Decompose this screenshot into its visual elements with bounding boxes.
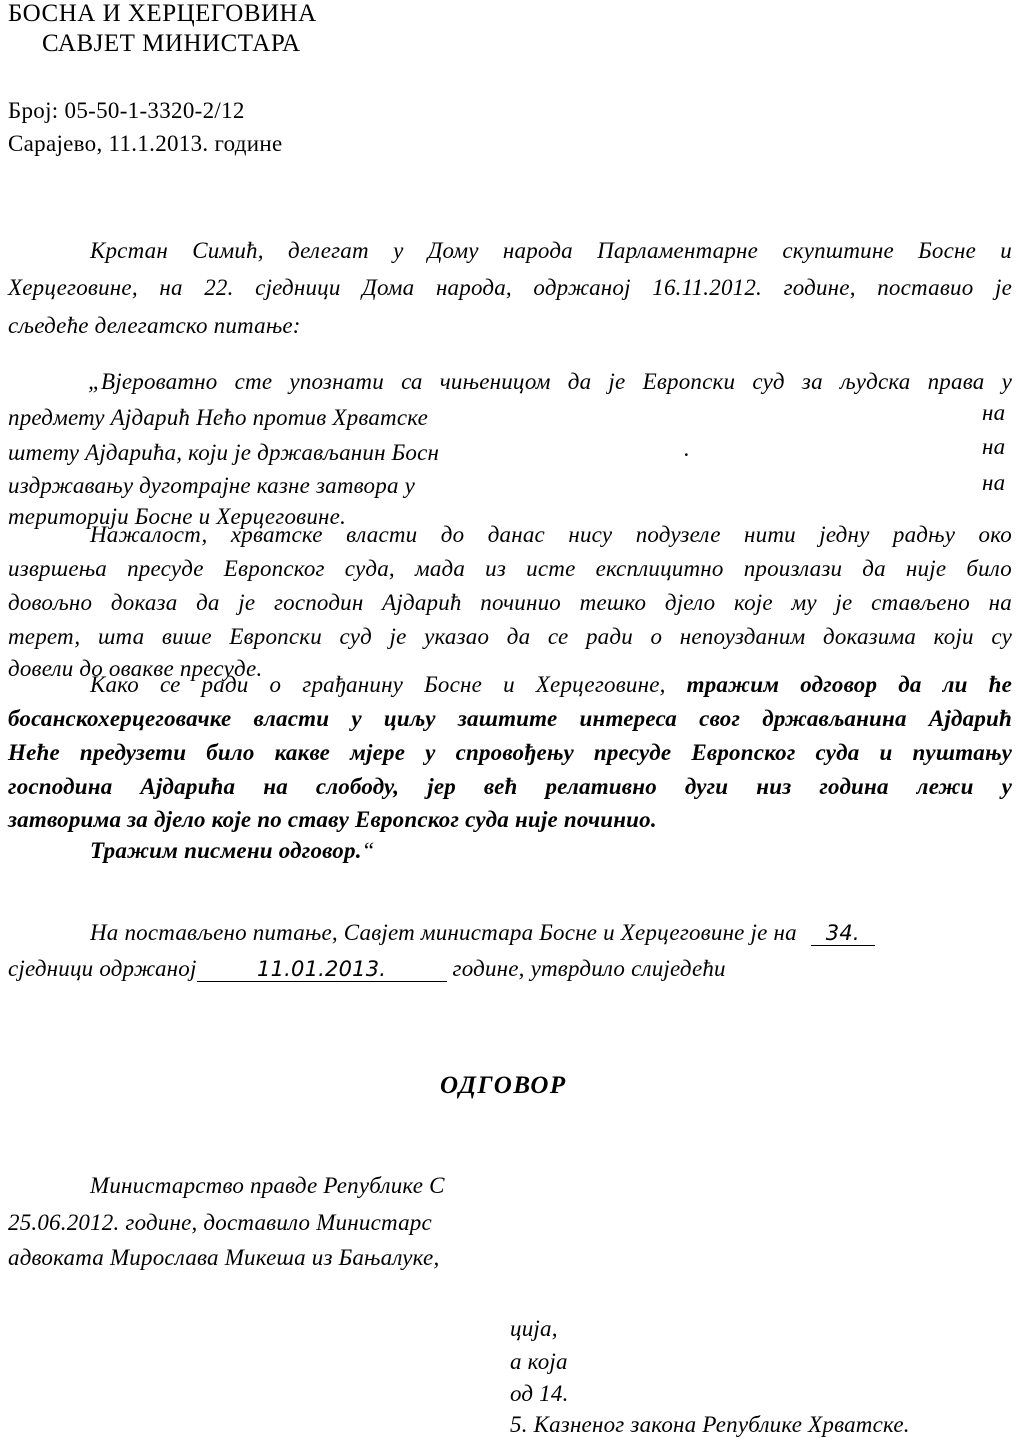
question-p4 [90, 838, 375, 864]
session-line-1-text: На постављено питање, Савјет министара Босне и Херцеговине је на [90, 920, 797, 945]
answer-tail-2: а која [510, 1349, 568, 1374]
question-line-2: предмету Ајдарић Нећо против Хрватске [8, 405, 429, 430]
intro-line-2: Херцеговине, на 22. сједници Дома народа, одржаној 16.11.2012. године, поставио је [8, 275, 1012, 300]
question-line-3-dot: . [684, 436, 690, 461]
question-p2-line-3: довољно доказа да је господин Ајдарић починио тешко дјело које му је стављено на [8, 590, 1012, 615]
question-line-3-end: на [982, 434, 1006, 459]
question-p3-line-1 [90, 672, 1012, 698]
session-line-2-end: године, утврдило слиједећи [452, 956, 726, 981]
session-date: 11.01.2013. [197, 957, 447, 982]
question-line-5: територији Босне и Херцеговине. [8, 504, 347, 529]
intro-line-1: Крстан Симић, делегат у Дому народа Парламентарне скупштине Босне и [90, 238, 1012, 263]
question-p3-line-3: Нећe предузети било какве мјере у спровођењу пресуде Европског суда и пуштању [8, 740, 1012, 765]
question-p3-line-5: затворима за дјело које по ставу Европског суда није починио. [8, 807, 657, 832]
answer-line-3: адвоката Мирослава Микеша из Бањалуке, [8, 1245, 440, 1270]
country-name: БОСНА И ХЕРЦЕГОВИНА [8, 0, 317, 27]
document-number: Број: 05-50-1-3320-2/12 [8, 98, 245, 123]
question-p3-normal: Како се ради о грађанину Босне и Херцеговине, [90, 672, 687, 697]
answer-tail-1: ција, [510, 1316, 558, 1341]
question-p2-line-2: извршења пресуде Европског суда, мада из исте експлицитно произлази да није било [8, 556, 1012, 581]
session-number: 34. [811, 921, 875, 946]
written-answer-request: Тражим писмени одговор. [90, 838, 362, 863]
question-line-2-end: на [982, 400, 1006, 425]
answer-tail-4: 5. Казненог закона Републике Хрватске. [510, 1412, 910, 1437]
question-p3-line-4: господина Ајдарића на слободу, јер већ релативно дуги низ година лежи у [8, 774, 1012, 799]
question-p3-bold-start: тражим одговор да ли ће [686, 672, 1013, 697]
place-date: Сарајево, 11.1.2013. године [8, 131, 283, 156]
answer-tail-3: од 14. [510, 1381, 569, 1406]
question-p2-line-5: довели до овакве пресуде. [8, 656, 263, 681]
question-line-4-end: на [982, 470, 1006, 495]
question-line-1: „Вјероватно сте упознати са чињеницом да је Европски суд за људска права у [88, 369, 1012, 394]
answer-line-1: Министарство правде Републике С [90, 1173, 445, 1198]
closing-quote: “ [361, 838, 375, 863]
answer-title: ОДГОВОР [440, 1072, 567, 1099]
question-p2-line-1: Нажалост, хрватске власти до данас нису подузеле нити једну радњу око [90, 522, 1012, 547]
session-line-1 [90, 920, 875, 946]
answer-line-2: 25.06.2012. године, доставило Министарс [8, 1210, 432, 1235]
session-line-2 [8, 956, 726, 982]
question-line-3: штету Ајдарића, који је држављанин Босн [8, 440, 440, 465]
question-line-4: издржавању дуготрајне казне затвора у [8, 473, 416, 498]
question-p3-line-2: босанскохерцеговачке власти у циљу заштите интереса свог држављанина Ајдарић [8, 706, 1012, 731]
intro-line-3: сљедеће делегатско питање: [8, 313, 301, 338]
question-p2-line-4: терет, шта више Европски суд је указао да се ради о непоузданим доказима који су [8, 624, 1012, 649]
council-name: САВЈЕТ МИНИСТАРА [42, 30, 301, 57]
session-line-2-start: сједници одржаној [8, 956, 197, 981]
